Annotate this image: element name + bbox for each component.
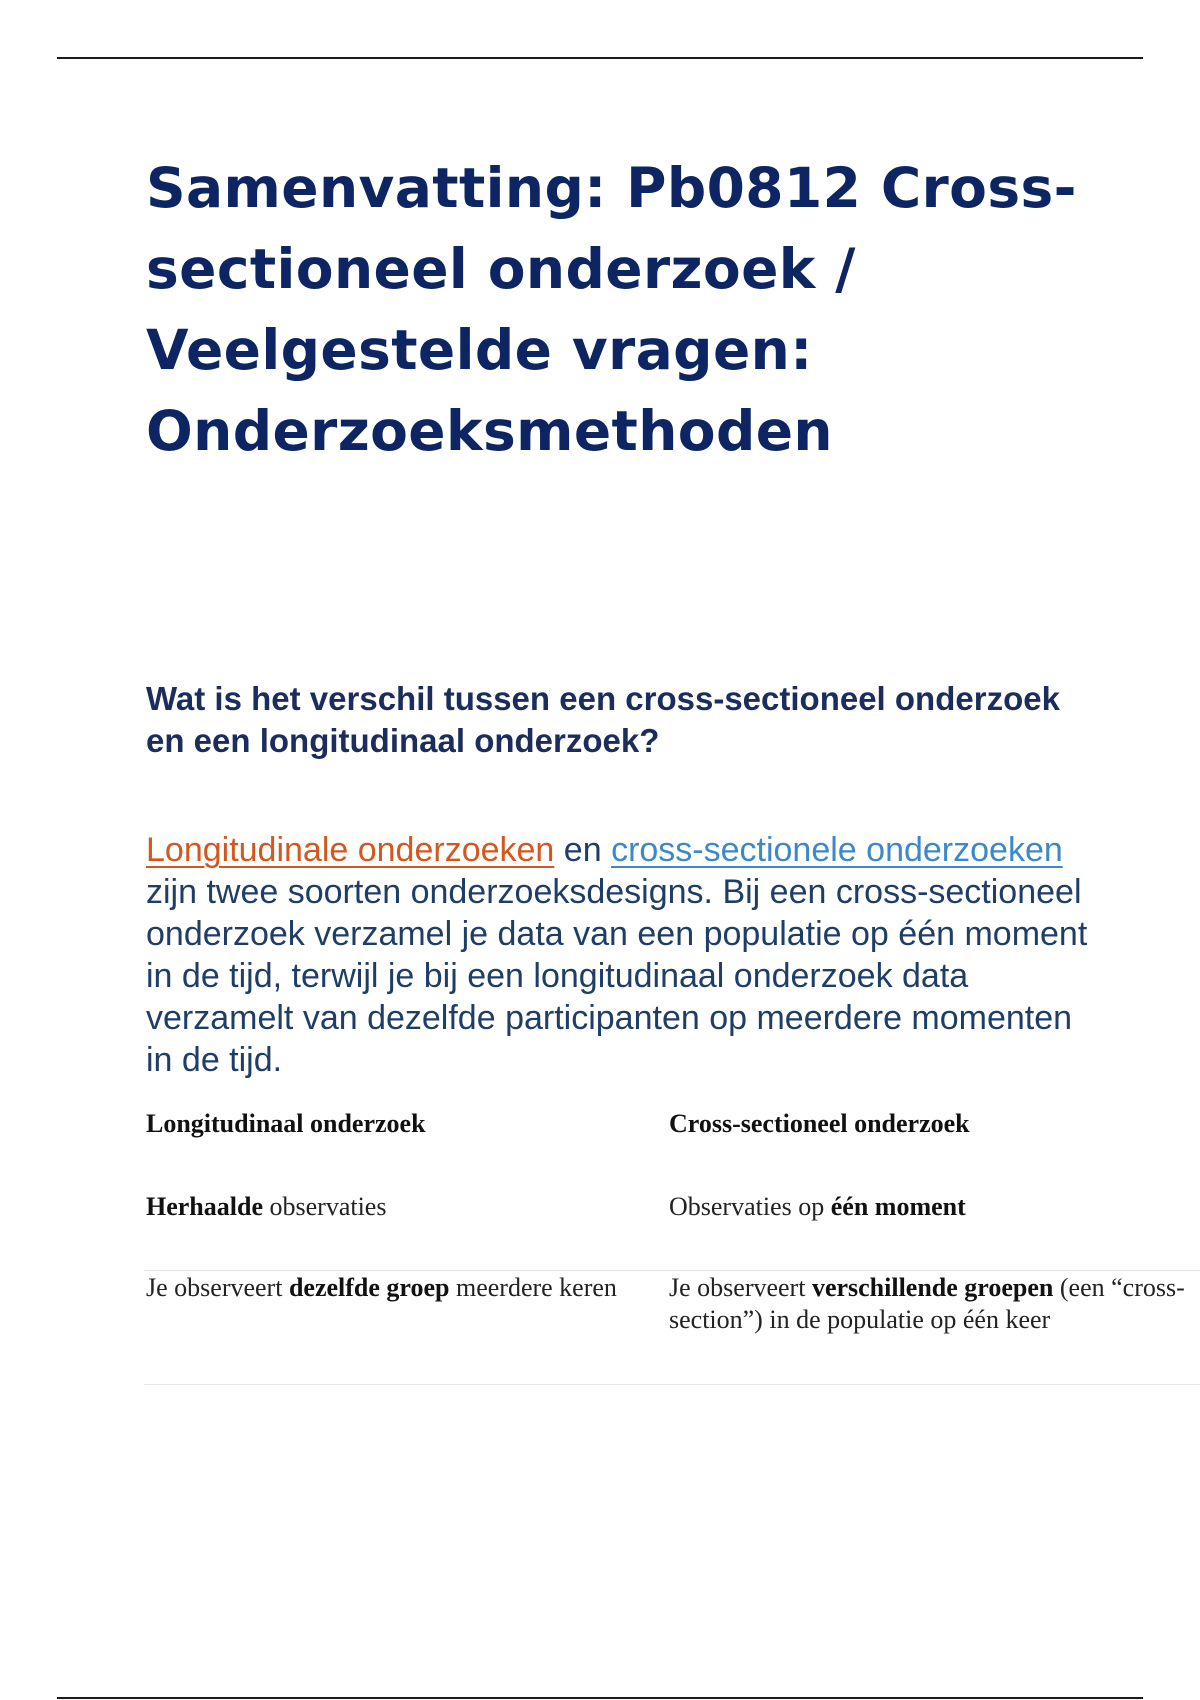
- table-cell-row2-right-post: (een “cross-section”) in de populatie op één keer: [669, 1273, 1185, 1334]
- table-cell-row1-right-pre: Observaties op: [669, 1192, 831, 1221]
- table-cell-row2-left-bold: dezelfde groep: [288, 1273, 450, 1302]
- table-cell-row1-right-bold: één moment: [830, 1192, 966, 1221]
- body-connector: en: [554, 831, 612, 869]
- top-rule: [57, 57, 1143, 59]
- table-header-longitudinaal: Longitudinaal onderzoek: [146, 1109, 426, 1138]
- table-cell-row2-left: [146, 1272, 666, 1304]
- bottom-rule: [57, 1697, 1143, 1699]
- table-bottom-divider: [144, 1384, 1200, 1385]
- table-cell-row2-left-pre: Je observeert: [146, 1273, 289, 1302]
- document-title: Samenvatting: Pb0812 Cross-sectioneel onderzoek / Veelgestelde vragen: Onderzoeksmethoden: [146, 156, 1077, 463]
- table-cell-row1-left: [146, 1191, 666, 1223]
- table-cell-row2-right-pre: Je observeert: [669, 1273, 812, 1302]
- body-text: zijn twee soorten onderzoeksdesigns. Bij een cross-sectioneel onderzoek verzamel je data van een populatie op één moment in de tijd, terwijl je bij een longitudinaal onderzoek data verzamelt van dezelfde participanten op meerdere momenten in de tijd.: [146, 873, 1088, 1079]
- table-cell-row2-right: [669, 1272, 1199, 1336]
- body-paragraph: [146, 829, 1106, 1081]
- table-cell-row1-left-rest: observaties: [263, 1192, 387, 1221]
- link-longitudinale-onderzoeken[interactable]: Longitudinale onderzoeken: [146, 831, 555, 869]
- table-cell-row1-right: [669, 1191, 1200, 1223]
- link-cross-sectionele-onderzoeken[interactable]: cross-sectionele onderzoeken: [611, 831, 1063, 869]
- table-cell-row1-left-bold: Herhaalde: [146, 1192, 263, 1221]
- table-cell-row2-right-bold: verschillende groepen: [811, 1273, 1054, 1302]
- table-cell-row2-left-post: meerdere keren: [449, 1273, 617, 1302]
- question-heading: Wat is het verschil tussen een cross-sectioneel onderzoek en een longitudinaal onderzoek?: [146, 680, 1060, 759]
- table-header-cross-sectioneel: Cross-sectioneel onderzoek: [669, 1109, 970, 1138]
- table-row-divider: [144, 1270, 1200, 1271]
